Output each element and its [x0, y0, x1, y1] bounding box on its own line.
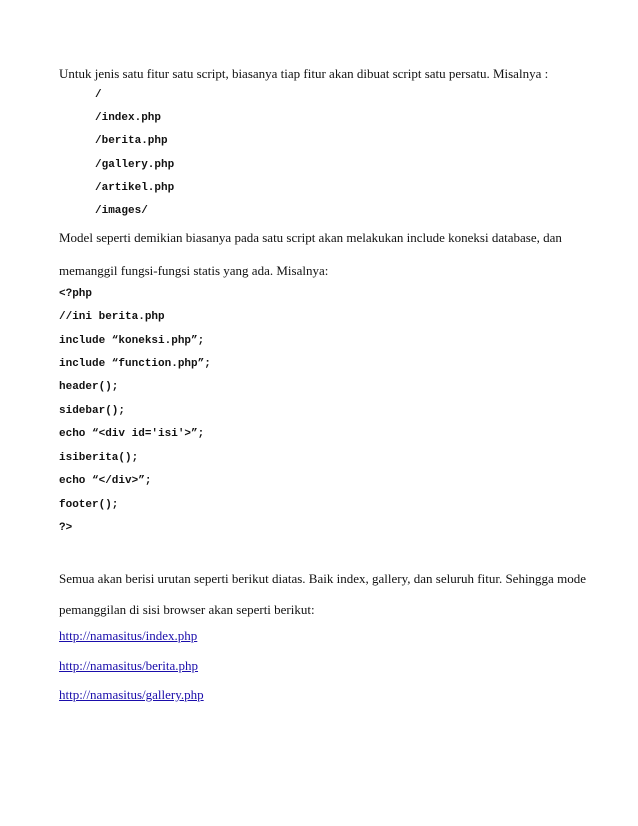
model-paragraph-line-2: memanggil fungsi-fungsi statis yang ada. Misalnya:	[59, 263, 329, 278]
code-line: //ini berita.php	[59, 311, 165, 323]
code-line: ?>	[59, 522, 73, 534]
file-path-berita: /berita.php	[95, 135, 168, 147]
file-path-gallery: /gallery.php	[95, 159, 175, 171]
file-path-index: /index.php	[95, 112, 162, 124]
code-line: echo “</div>”;	[59, 475, 152, 487]
model-paragraph-line-1: Model seperti demikian biasanya pada satu script akan melakukan include koneksi database, dan	[59, 230, 562, 245]
intro-paragraph: Untuk jenis satu fitur satu script, biasanya tiap fitur akan dibuat script satu persatu. Misalnya :	[59, 66, 549, 81]
code-line: echo “<div id='isi'>”;	[59, 428, 205, 440]
code-line: <?php	[59, 288, 93, 300]
link-index-php[interactable]: http://namasitus/index.php	[59, 628, 198, 643]
link-gallery-php[interactable]: http://namasitus/gallery.php	[59, 687, 204, 702]
code-line: sidebar();	[59, 405, 126, 417]
code-line: header();	[59, 381, 119, 393]
code-line: include “function.php”;	[59, 358, 211, 370]
semua-paragraph-line-2: pemanggilan di sisi browser akan seperti berikut:	[59, 602, 315, 617]
file-path-root: /	[95, 89, 102, 101]
file-path-artikel: /artikel.php	[95, 182, 175, 194]
semua-paragraph-line-1: Semua akan berisi urutan seperti berikut diatas. Baik index, gallery, dan seluruh fitur. Sehingga mode	[59, 571, 586, 586]
file-path-images: /images/	[95, 205, 148, 217]
link-berita-php[interactable]: http://namasitus/berita.php	[59, 658, 199, 673]
code-line: include “koneksi.php”;	[59, 335, 205, 347]
code-line: footer();	[59, 499, 119, 511]
code-line: isiberita();	[59, 452, 139, 464]
